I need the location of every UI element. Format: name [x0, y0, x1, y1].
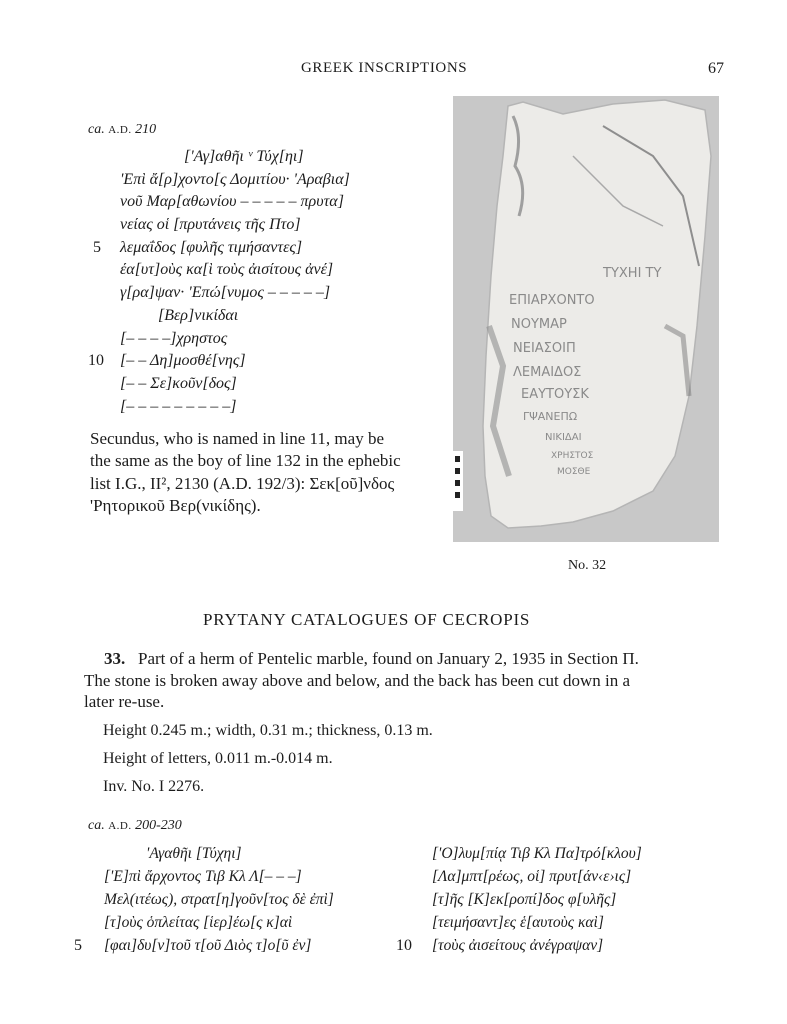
commentary-line: list I.G., II², 2130 (A.D. 192/3): Σεκ[οῦ]νδος [90, 473, 395, 493]
stone-letters: ΕΑΥΤΟΥΣΚ [521, 387, 589, 402]
date-era: A.D. [108, 124, 132, 136]
stone-letters: ΝΕΙΑΣΟΙΠ [513, 341, 576, 356]
entry-number: 33. [104, 649, 126, 668]
stone-letters: ΝΙΚΙΔΑΙ [545, 432, 582, 443]
entry-33-description [84, 648, 729, 713]
stone-letters: ΝΟΥΜΑΡ [511, 317, 567, 332]
date-year: 210 [135, 122, 157, 137]
date-prefix: ca. [88, 122, 105, 137]
section-heading: PRYTANY CATALOGUES OF CECROPIS [203, 610, 531, 629]
measurement-letter-height: Height of letters, 0.011 m.-0.014 m. [103, 750, 333, 767]
inventory-number: Inv. No. I 2276. [103, 778, 205, 795]
description-line-2: The stone is broken away above and below, and the back has been cut down in a [84, 670, 631, 690]
stone-photograph [453, 96, 719, 542]
date-year: 200-230 [135, 818, 182, 833]
stone-letters: ΛΕΜΑΙΔΟΣ [513, 365, 582, 380]
commentary-line: the same as the boy of line 132 in the ephebic [90, 451, 401, 471]
stone-letters: ΤΥΧΗΙ ΤΥ [603, 266, 662, 281]
stone-letters: ΧΡΗΣΤΟΣ [551, 451, 594, 461]
inscription-33-date [88, 818, 182, 834]
commentary-line: 'Ρητορικοῦ Βερ(νικίδης). [90, 495, 261, 515]
description-line-3: later re-use. [84, 692, 165, 711]
stone-letters: ΓΨΑΝΕΠΩ [523, 410, 578, 423]
description-line-1: 33. Part of a herm of Pentelic marble, found on January 2, 1935 in Section Π. [104, 649, 639, 668]
stone-letters: ΜΟΣΘΕ [557, 467, 591, 477]
inscription-32-date [88, 122, 156, 138]
running-header: GREEK INSCRIPTIONS [301, 60, 468, 76]
date-era: A.D. [108, 820, 132, 832]
stone-image [453, 96, 719, 542]
commentary-paragraph [90, 428, 401, 517]
date-prefix: ca. [88, 818, 105, 833]
commentary-line: Secundus, who is named in line 11, may be [90, 429, 384, 448]
page-number: 67 [708, 60, 724, 77]
figure-caption: No. 32 [568, 558, 607, 573]
measurement-dimensions: Height 0.245 m.; width, 0.31 m.; thickness, 0.13 m. [103, 722, 433, 739]
stone-letters: ΕΠΙΑΡΧΟΝΤΟ [509, 293, 595, 308]
